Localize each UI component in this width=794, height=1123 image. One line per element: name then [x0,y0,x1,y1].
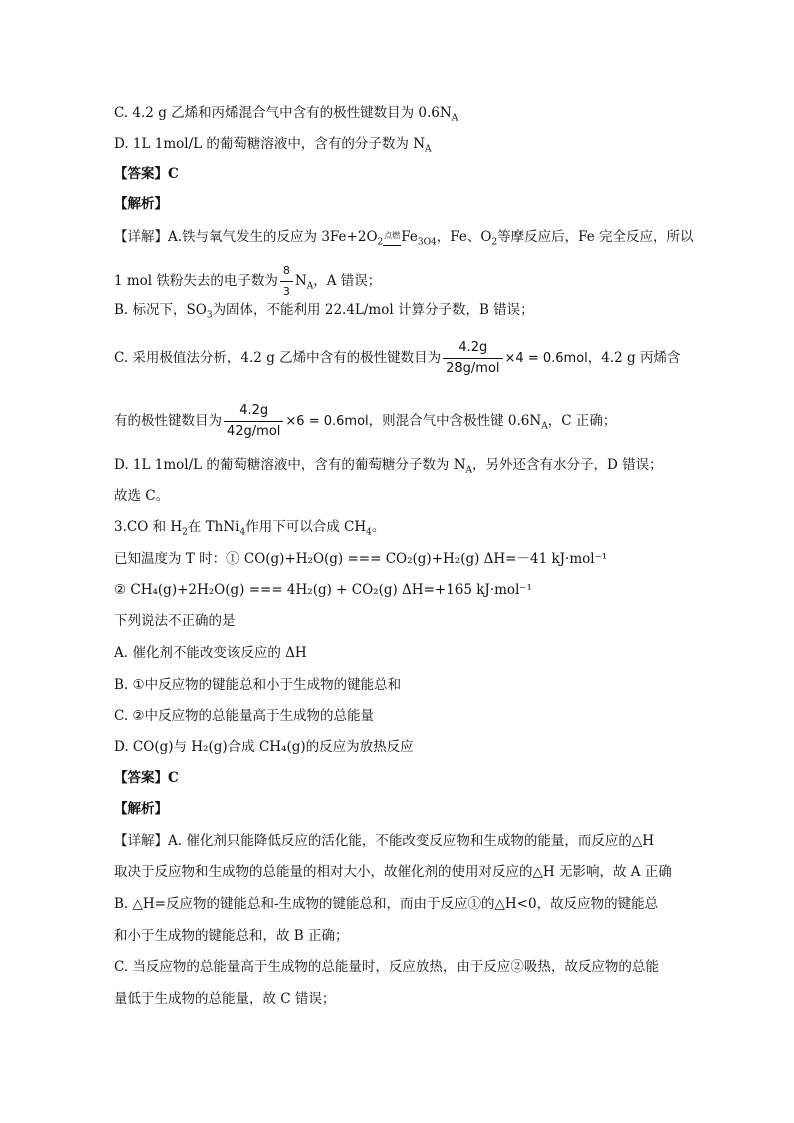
detail-text: 有的极性键数目为 [114,413,222,429]
question-prompt: 下列说法不正确的是 [114,613,236,629]
detail-text: 为固体，不能利用 22.4L/mol 计算分子数，B 错误； [212,302,534,318]
explanation-b-line-2: 和小于生成物的键能总和，故 B 正确； [114,928,349,944]
detail-text: ，另外还含有水分子，D 错误； [472,457,663,473]
answer-label: 【答案】C [114,166,179,182]
equation-text: ×4 = 0.6mol [504,351,588,366]
detail-text: ，则混合气中含极性键 0.6N [368,413,542,429]
answer-label-2: 【答案】C [114,770,179,786]
subscript: A [541,421,548,432]
detail-c-line [114,339,680,378]
explanation-c-line-2: 量低于生成物的总能量，故 C 错误； [114,991,336,1007]
explanation-a-line-2: 取决于反应物和生成物的总能量的相对大小，故催化剂的使用对反应的△H 无影响，故 A 正确 [114,864,672,880]
equation-text: ×6 = 0.6mol [285,414,369,429]
analysis-label-2: 【解析】 [114,801,168,817]
conclusion-line: 故选 C。 [114,488,170,504]
subscript: A [306,281,314,292]
fraction-numerator: 4.2g [224,402,283,422]
fraction-numerator: 4.2g [443,339,502,359]
detail-text: ，A 错误； [313,273,382,289]
question-text: 作用下可以合成 CH [245,519,367,535]
detail-text: ，C 正确； [547,413,617,429]
detail-text: 1 mol 铁粉失去的电子数为 [114,273,278,289]
detail-d-line [114,456,663,480]
choice-d: D. CO(g)与 H₂(g)合成 CH₄(g)的反应为放热反应 [114,739,414,755]
detail-text: C. 采用极值法分析，4.2 g 乙烯中含有的极性键数目为 [114,350,442,366]
subscript: 2 [491,237,498,248]
detail-b-line [114,301,534,325]
question-text: 。 [371,519,386,535]
option-c-line [114,104,458,128]
subscript: 3O4 [417,237,437,248]
choice-a: A. 催化剂不能改变该反应的 ΔH [114,645,307,661]
detail-text: 【详解】A.铁与氧气发生的反应为 3Fe+2O [114,229,378,245]
option-c-text: C. 4.2 g 乙烯和丙烯混合气中含有的极性键数目为 0.6N [114,105,452,121]
subscript: A [465,465,473,476]
reaction-1-line: 已知温度为 T 时：① CO(g)+H₂O(g) === CO₂(g)+H₂(g) ΔH=－41 kJ·mol⁻¹ [114,551,608,567]
subscript: A [425,144,432,155]
choice-c: C. ②中反应物的总能量高于生成物的总能量 [114,708,375,724]
reaction-2-line: ② CH₄(g)+2H₂O(g) === 4H₂(g) + CO₂(g) ΔH=+165 kJ·mol⁻¹ [114,582,532,598]
option-d-text: D. 1L 1mol/L 的葡萄糖溶液中，含有的分子数为 N [114,136,426,152]
subscript: 3 [206,310,213,321]
reaction-condition: 点燃 [383,227,401,246]
explanation-b-line-1: B. △H=反应物的键能总和-生成物的键能总和，而由于反应①的△H<0，故反应物的键能总 [114,896,659,912]
detail-text: Fe [401,229,418,245]
detail-text: 等摩反应后，Fe 完全反应，所以 [497,229,694,245]
question-text: 在 ThNi [187,519,240,535]
question-3-stem [114,518,385,542]
fraction [224,402,283,441]
subscript: 2 [377,237,384,248]
question-text: 3.CO 和 H [114,519,183,535]
detail-a-line [114,228,694,252]
detail-text: ，Fe、O [436,229,492,245]
choice-b: B. ①中反应物的键能总和小于生成物的键能总和 [114,677,402,693]
fraction-denominator: 42g/mol [227,424,281,439]
fraction-denominator: 28g/mol [446,361,500,376]
explanation-a-line-1: 【详解】A. 催化剂只能降低反应的活化能，不能改变反应物和生成物的能量，而反应的△H [114,833,654,849]
subscript: 2 [182,527,188,538]
fraction [280,262,293,301]
subscript: A [451,113,459,124]
detail-c-continued-line [114,402,616,441]
detail-text: ，4.2 g 丙烯含 [587,350,681,366]
fraction-denominator: 3 [282,285,290,298]
detail-text: D. 1L 1mol/L 的葡萄糖溶液中，含有的葡萄糖分子数为 N [114,457,466,473]
subscript: 4 [239,527,246,538]
subscript: 4 [366,527,372,538]
explanation-c-line-1: C. 当反应物的总能量高于生成物的总能量时，反应放热，由于反应②吸热，故反应物的总能 [114,959,659,975]
fraction [443,339,502,378]
detail-text: B. 标况下，SO [114,302,207,318]
fraction-numerator: 8 [280,262,293,282]
option-d-line [114,135,432,159]
detail-text: N [294,273,307,289]
analysis-label: 【解析】 [114,196,168,212]
electron-count-line [114,262,381,301]
